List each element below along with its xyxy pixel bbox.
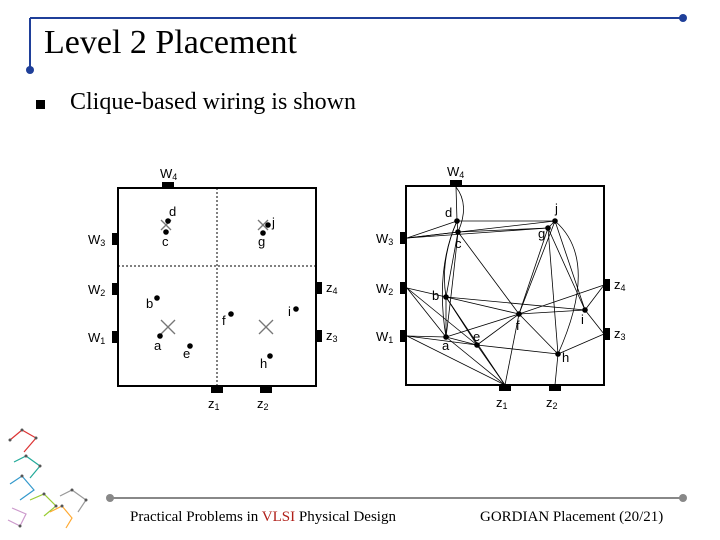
right-pad-z2 — [549, 384, 561, 391]
right-pad-w3 — [400, 232, 407, 244]
left-term-z4: z4 — [326, 280, 338, 296]
left-cell-j — [265, 222, 271, 228]
left-pad-z2 — [260, 386, 272, 393]
left-term-z2: z2 — [257, 396, 269, 412]
right-cell-j — [552, 218, 558, 224]
right-label-f: f — [516, 318, 520, 333]
right-pad-z1 — [499, 384, 511, 391]
left-pad-w2 — [112, 283, 119, 295]
left-cell-h — [267, 353, 273, 359]
frame-dot-top-right — [679, 14, 687, 22]
left-label-c: c — [162, 234, 169, 249]
left-pad-w3 — [112, 233, 119, 245]
right-term-w4: W4 — [447, 164, 465, 180]
right-cells — [443, 218, 588, 357]
left-label-d: d — [169, 204, 177, 219]
footer-dot-left — [106, 494, 114, 502]
right-pad-w1 — [400, 330, 407, 342]
right-pad-z4 — [603, 279, 610, 291]
footer-text-pre: Practical Problems in — [130, 509, 262, 525]
right-cell-h — [555, 351, 561, 357]
right-cell-c — [455, 229, 461, 235]
left-pad-z3 — [315, 330, 322, 342]
right-term-z4: z4 — [614, 277, 626, 293]
right-term-z3: z3 — [614, 326, 626, 342]
right-label-e: e — [473, 329, 481, 344]
left-label-h: h — [260, 356, 268, 371]
left-term-z1: z1 — [208, 396, 220, 412]
right-pad-z3 — [603, 328, 610, 340]
slide-title: Level 2 Placement — [44, 24, 298, 61]
footer-dot-right — [679, 494, 687, 502]
left-diagram — [88, 166, 338, 412]
right-term-w2: W2 — [376, 281, 394, 297]
right-label-a: a — [442, 338, 450, 353]
right-cell-b — [443, 294, 449, 300]
right-diagram — [376, 164, 626, 411]
right-cell-g — [545, 225, 551, 231]
left-cell-d — [165, 218, 171, 224]
right-cell-f — [516, 311, 522, 317]
left-pad-z1 — [211, 386, 223, 393]
left-pad-w1 — [112, 331, 119, 343]
footer-course-title — [130, 509, 396, 526]
left-term-w2: W2 — [88, 282, 106, 298]
right-label-d: d — [445, 205, 453, 220]
right-pad-w4 — [450, 180, 462, 187]
footer-slide-number: GORDIAN Placement (20/21) — [480, 509, 664, 525]
left-label-b: b — [146, 296, 154, 311]
left-cell-b — [154, 295, 160, 301]
left-cell-i — [293, 306, 299, 312]
frame-decoration — [26, 14, 687, 502]
right-clique-wiring — [407, 187, 604, 385]
left-label-g: g — [258, 234, 266, 249]
right-cell-d — [454, 218, 460, 224]
left-pad-z4 — [315, 282, 322, 294]
right-label-j: j — [555, 201, 558, 216]
right-label-c: c — [455, 236, 462, 251]
frame-dot-left — [26, 66, 34, 74]
left-term-w4: W4 — [160, 166, 178, 182]
left-label-e: e — [183, 346, 191, 361]
right-term-w3: W3 — [376, 231, 394, 247]
left-label-j: j — [272, 215, 275, 230]
left-pad-w4 — [162, 182, 174, 189]
right-label-h: h — [562, 350, 570, 365]
left-term-w1: W1 — [88, 330, 106, 346]
right-term-z2: z2 — [546, 395, 558, 411]
left-cells — [154, 218, 299, 359]
footer-text-post: Physical Design — [295, 509, 396, 525]
right-label-b: b — [432, 288, 440, 303]
left-term-w3: W3 — [88, 232, 106, 248]
right-term-w1: W1 — [376, 329, 394, 345]
footer-text-vlsi: VLSI — [261, 509, 296, 525]
left-label-f: f — [222, 313, 226, 328]
left-cell-f — [228, 311, 234, 317]
right-term-z1: z1 — [496, 395, 508, 411]
logo-graphic — [8, 429, 88, 529]
left-label-a: a — [154, 338, 162, 353]
bullet-text: Clique-based wiring is shown — [70, 89, 356, 115]
left-label-i: i — [288, 304, 291, 319]
right-label-g: g — [538, 226, 546, 241]
left-term-z3: z3 — [326, 328, 338, 344]
right-label-i: i — [581, 312, 584, 327]
right-pad-w2 — [400, 282, 407, 294]
